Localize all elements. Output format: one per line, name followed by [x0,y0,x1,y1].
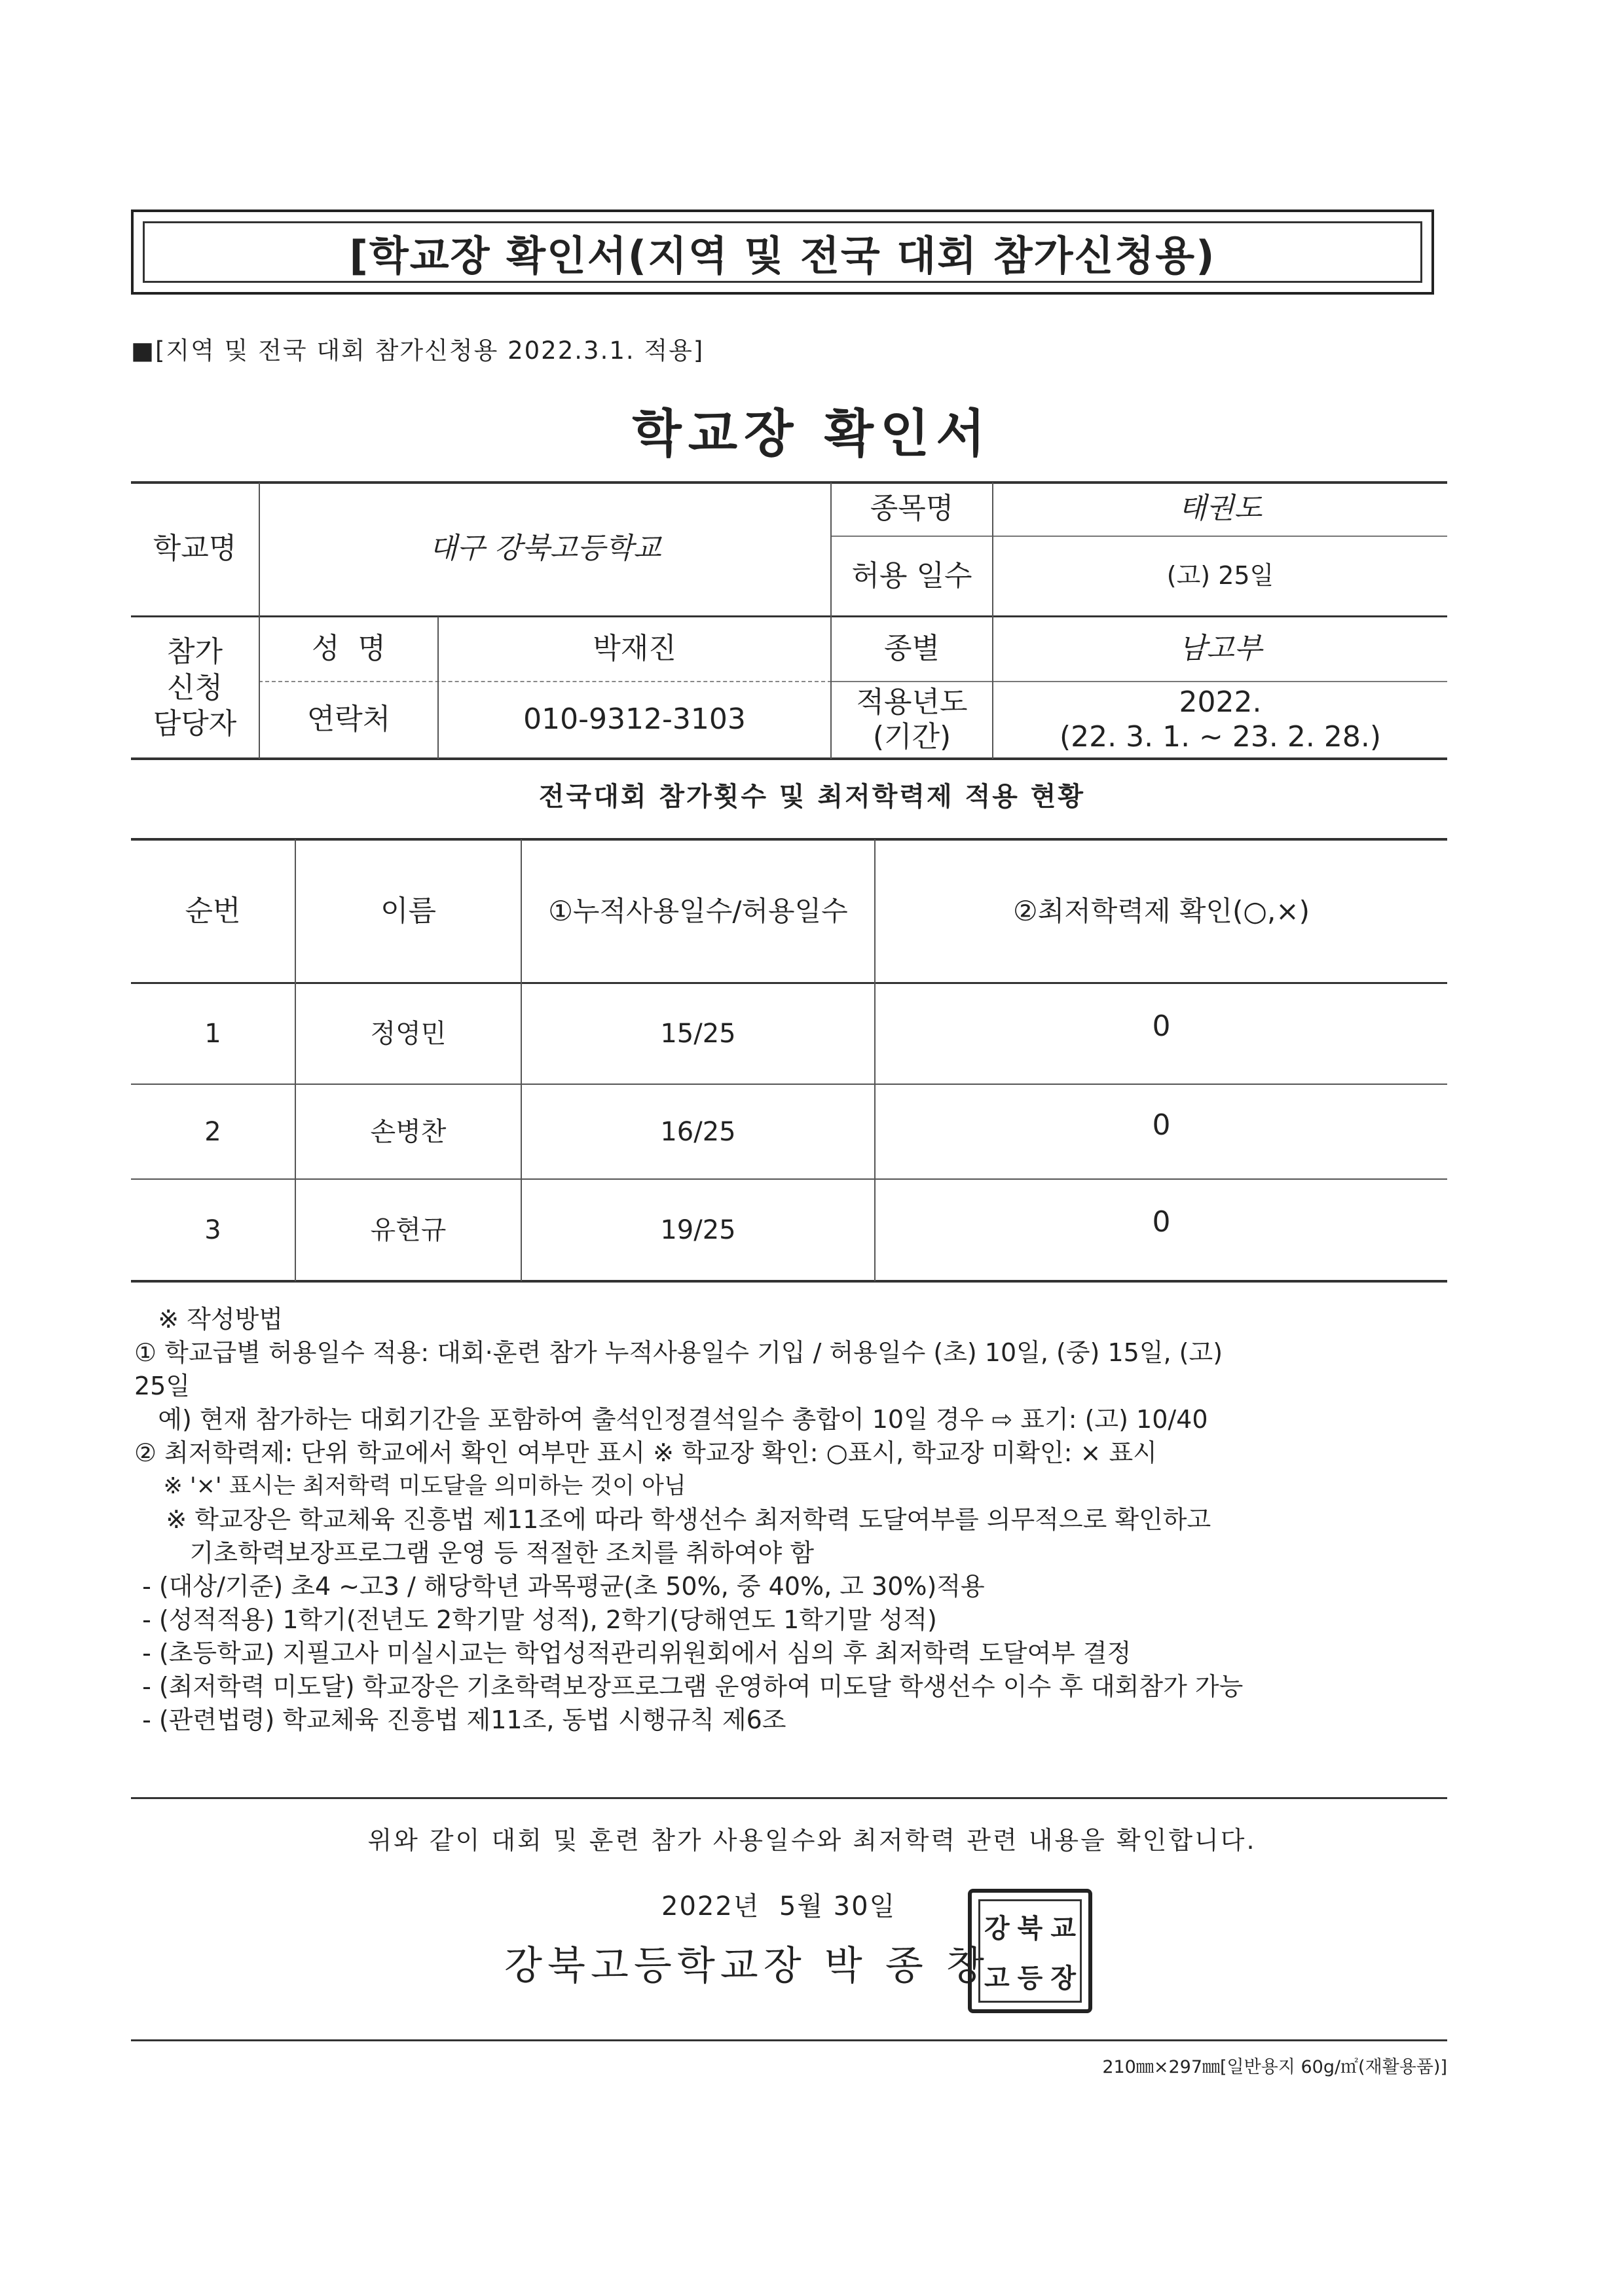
contact-label: 연락처 [306,702,391,737]
seal-char: 북 [1017,1912,1043,1944]
row-1-days: 15/25 [660,1019,736,1049]
banner [131,210,1434,295]
row-2-check: 0 [1152,1108,1171,1142]
paper-spec-footer: 210㎜×297㎜[일반용지 60g/㎡(재활용품)] [1102,2057,1447,2077]
banner-title: [학교장 확인서(지역 및 전국 대회 참가신청용) [349,231,1216,280]
notes [134,1303,1450,1737]
seal-char: 강 [984,1912,1010,1944]
header-name: 이름 [380,894,436,928]
school-value: 대구 강북고등학교 [429,532,661,566]
row-1-name: 정영민 [370,1019,447,1049]
row-3-check: 0 [1152,1205,1171,1239]
note-line: ※ 학교장은 학교체육 진흥법 제11조에 따라 학생선수 최저학력 도달여부를 의무적으로 확인하고 [134,1505,1211,1534]
header-check: ②최저학력제 확인(○,×) [1013,894,1310,927]
event-label: 종목명 [870,492,954,526]
note-line: 기초학력보장프로그램 운영 등 적절한 조치를 취하여야 함 [134,1539,815,1567]
note-line: ※ 작성방법 [134,1305,283,1334]
note-line: 25일 [134,1372,191,1400]
school-seal-stamp [968,1889,1092,2013]
school-label: 학교명 [153,532,237,566]
seal-inner [978,1899,1082,2003]
row-1-check: 0 [1152,1009,1171,1043]
year-label: 적용년도 (기간) [856,685,968,754]
note-line: ② 최저학력제: 단위 학교에서 확인 여부만 표시 ※ 학교장 확인: ○표시, 학교장 미확인: × 표시 [134,1438,1157,1467]
footer-line [131,2039,1447,2041]
note-line: - (관련법령) 학교체육 진흥법 제11조, 동법 시행규칙 제6조 [134,1705,786,1734]
contact-value: 010-9312-3103 [523,702,746,737]
row-3-days: 19/25 [660,1214,736,1245]
note-line: ① 학교급별 허용일수 적용: 대회·훈련 참가 누적사용일수 기입 / 허용일수 (초) 10일, (중) 15일, (고) [134,1338,1223,1367]
row-3-name: 유현규 [370,1214,447,1245]
seal-char: 고 [984,1962,1010,1994]
category-label: 종별 [883,632,940,666]
note-line: ※ '×' 표시는 최저학력 미도달을 의미하는 것이 아님 [134,1473,686,1499]
seal-char: 교 [1050,1912,1076,1944]
note-line: - (초등학교) 지필고사 미실시교는 학업성적관리위원회에서 심의 후 최저학력 도달여부 결정 [134,1639,1132,1667]
form-subnote: ■[지역 및 전국 대회 참가신청용 2022.3.1. 적용] [131,337,705,365]
info-bottom-line [131,757,1447,760]
section-title: 전국대회 참가횟수 및 최저학력제 적용 현황 [538,782,1086,812]
notes-divider [131,1797,1447,1799]
status-bottom-line [131,1280,1447,1283]
row-2-name: 손병찬 [370,1116,447,1147]
header-days: ①누적사용일수/허용일수 [548,894,848,927]
note-line: - (대상/기준) 초4 ~고3 / 해당학년 과목평균(초 50%, 중 40%, 고 30%)적용 [134,1572,985,1601]
days-label: 허용 일수 [851,558,972,592]
row-2-days: 16/25 [660,1116,736,1147]
category-value: 남고부 [1178,632,1263,666]
row-3-no: 3 [204,1214,221,1245]
note-line: - (최저학력 미도달) 학교장은 기초학력보장프로그램 운영하여 미도달 학생선수 이수 후 대회참가 가능 [134,1672,1244,1701]
principal-signature: 강북고등학교장 박 종 창 [504,1943,989,1989]
header-no: 순번 [185,894,241,928]
confirm-text: 위와 같이 대회 및 훈련 참가 사용일수와 최저학력 관련 내용을 확인합니다. [367,1826,1257,1855]
note-line: - (성적적용) 1학기(전년도 2학기말 성적), 2학기(당해연도 1학기말 성적) [134,1605,937,1634]
main-title: 학교장 확인서 [632,405,992,464]
seal-char: 장 [1050,1962,1076,1994]
name-label: 성 명 [312,632,386,666]
event-value: 태권도 [1178,492,1263,526]
row-2-no: 2 [204,1116,221,1147]
days-value: (고) 25일 [1166,561,1274,591]
year-value: 2022. (22. 3. 1. ~ 23. 2. 28.) [1060,685,1381,754]
seal-char: 등 [1017,1962,1043,1994]
name-value: 박재진 [593,632,676,666]
row-1-no: 1 [204,1019,221,1049]
issue-date: 2022년 5월 30일 [661,1891,896,1922]
note-line: 예) 현재 참가하는 대회기간을 포함하여 출석인정결석일수 총합이 10일 경우 ⇨ 표기: (고) 10/40 [134,1405,1208,1434]
applicant-label: 참가 신청 담당자 [153,634,237,740]
